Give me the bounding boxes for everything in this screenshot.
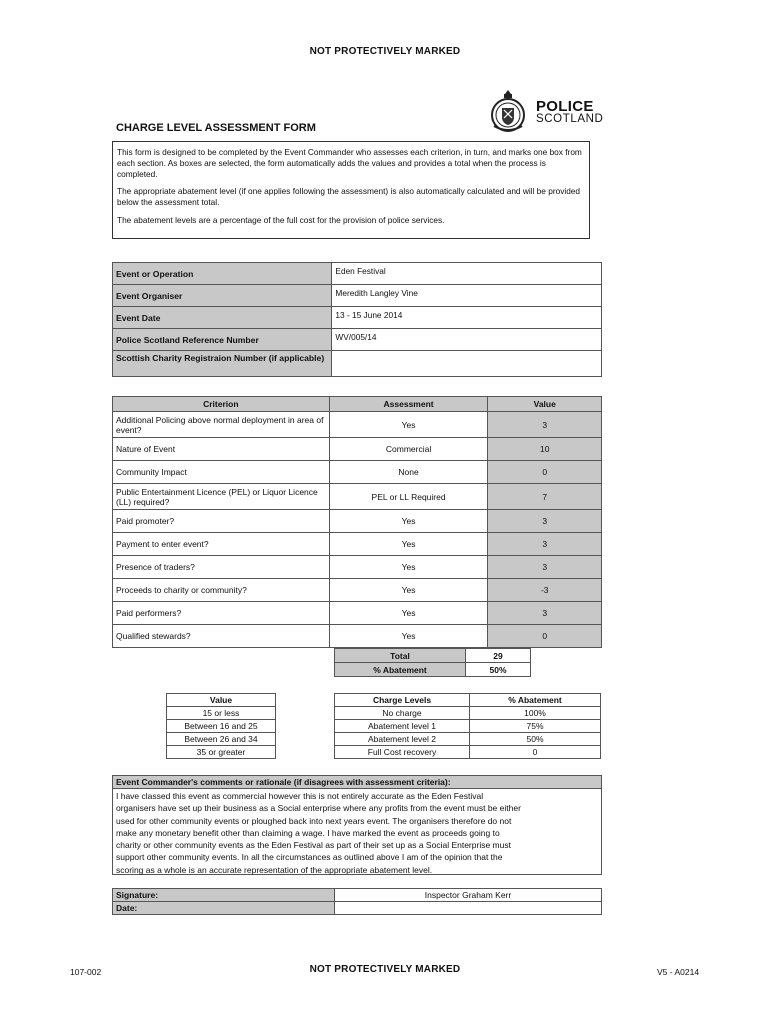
levels-value-cell: Between 16 and 25 — [167, 720, 276, 733]
signature-field[interactable]: Inspector Graham Kerr — [335, 889, 602, 902]
criterion-cell: Public Entertainment Licence (PEL) or Liquor Licence (LL) required? — [113, 484, 330, 510]
value-cell: 0 — [488, 461, 602, 484]
intro-paragraph: The appropriate abatement level (if one applies following the assessment) is also automatically calculated and will be provided below the assessment total. — [117, 186, 581, 208]
assessment-select[interactable]: Yes — [329, 510, 488, 533]
levels-value-header: Value — [167, 694, 276, 707]
value-cell: 0 — [488, 625, 602, 648]
protective-marking-footer: NOT PROTECTIVELY MARKED — [309, 964, 461, 975]
comment-line: support other community events. In all the circumstances as outlined above I am of the opinion that the — [116, 852, 503, 863]
charity-number-field[interactable] — [332, 351, 602, 377]
intro-paragraph: This form is designed to be completed by the Event Commander who assesses each criterion, in turn, and marks one box from each section. As boxes are selected, the form automatically adds the values and provides a total when the process is completed. — [117, 147, 582, 179]
levels-value-table — [166, 693, 276, 759]
comment-line: charity or other community events as the Eden Festival as part of their set up as a Social Enterprise must — [116, 840, 511, 851]
comments-box — [112, 775, 602, 875]
criterion-cell: Proceeds to charity or community? — [113, 579, 330, 602]
value-cell: -3 — [488, 579, 602, 602]
assessment-select[interactable]: PEL or LL Required — [329, 484, 488, 510]
protective-marking-header: NOT PROTECTIVELY MARKED — [309, 46, 461, 57]
criterion-cell: Payment to enter event? — [113, 533, 330, 556]
event-operation-field[interactable]: Eden Festival — [332, 263, 602, 285]
value-cell: 3 — [488, 510, 602, 533]
event-date-label: Event Date — [113, 307, 332, 329]
intro-paragraph: The abatement levels are a percentage of the full cost for the provision of police services. — [117, 214, 445, 225]
value-cell: 10 — [488, 438, 602, 461]
charge-level-cell: Abatement level 1 — [335, 720, 470, 733]
logo-scotland-text: SCOTLAND — [536, 112, 604, 125]
criterion-header: Criterion — [113, 397, 330, 412]
criterion-cell: Paid performers? — [113, 602, 330, 625]
assessment-select[interactable]: None — [329, 461, 488, 484]
police-scotland-crest-icon — [486, 88, 530, 136]
abatement-level-cell: 75% — [470, 720, 601, 733]
value-cell: 3 — [488, 533, 602, 556]
total-value: 29 — [466, 649, 531, 663]
event-info-table — [112, 262, 602, 377]
version-code: V5 - A0214 — [657, 967, 700, 977]
assessment-select[interactable]: Yes — [329, 533, 488, 556]
date-label: Date: — [113, 902, 335, 915]
abatement-level-cell: 50% — [470, 733, 601, 746]
value-header: Value — [488, 397, 602, 412]
assessment-select[interactable]: Yes — [329, 625, 488, 648]
comment-line: I have classed this event as commercial however this is not entirely accurate as the Eden Festival — [116, 791, 484, 801]
reference-number-label: Police Scotland Reference Number — [113, 329, 332, 351]
comment-line: make any monetary benefit other than claiming a wage. I have marked the event as proceeds going to — [116, 827, 500, 838]
criterion-cell: Qualified stewards? — [113, 625, 330, 648]
value-cell: 7 — [488, 484, 602, 510]
form-code: 107-002 — [70, 967, 102, 977]
abatement-levels-header: % Abatement — [470, 694, 601, 707]
police-scotland-logo — [486, 88, 606, 136]
comments-field[interactable] — [113, 789, 601, 877]
value-cell: 3 — [488, 412, 602, 438]
criterion-cell: Additional Policing above normal deployment in area of event? — [113, 412, 330, 438]
date-field[interactable] — [335, 902, 602, 915]
charity-number-label: Scottish Charity Registraion Number (if applicable) — [113, 351, 332, 377]
comment-line: scoring as a whole is an accurate representation of the appropriate abatement level. — [116, 864, 433, 875]
comment-line: used for other community events or ploughed back into next years event. The organisers therefore do not — [116, 815, 512, 826]
charge-level-cell: Full Cost recovery — [335, 746, 470, 759]
assessment-header: Assessment — [329, 397, 488, 412]
event-operation-label: Event or Operation — [113, 263, 332, 285]
abatement-value: 50% — [466, 663, 531, 677]
intro-box — [112, 141, 590, 239]
event-organiser-label: Event Organiser — [113, 285, 332, 307]
criteria-table — [112, 396, 602, 648]
charge-levels-table — [334, 693, 470, 759]
abatement-label: % Abatement — [335, 663, 466, 677]
charge-level-cell: No charge — [335, 707, 470, 720]
charge-level-cell: Abatement level 2 — [335, 733, 470, 746]
criterion-cell: Nature of Event — [113, 438, 330, 461]
total-label: Total — [335, 649, 466, 663]
signature-table — [112, 888, 602, 915]
levels-value-cell: Between 26 and 34 — [167, 733, 276, 746]
abatement-level-cell: 100% — [470, 707, 601, 720]
levels-value-cell: 35 or greater — [167, 746, 276, 759]
abatement-levels-table — [469, 693, 601, 759]
abatement-level-cell: 0 — [470, 746, 601, 759]
signature-label: Signature: — [113, 889, 335, 902]
assessment-select[interactable]: Yes — [329, 412, 488, 438]
comments-heading: Event Commander's comments or rationale (if disagrees with assessment criteria): — [113, 776, 601, 789]
logo-police-text: POLICE — [536, 97, 594, 115]
reference-number-field[interactable]: WV/005/14 — [332, 329, 602, 351]
assessment-select[interactable]: Yes — [329, 579, 488, 602]
criterion-cell: Community Impact — [113, 461, 330, 484]
event-date-field[interactable]: 13 - 15 June 2014 — [332, 307, 602, 329]
charge-levels-header: Charge Levels — [335, 694, 470, 707]
levels-value-cell: 15 or less — [167, 707, 276, 720]
criterion-cell: Presence of traders? — [113, 556, 330, 579]
event-organiser-field[interactable]: Meredith Langley Vine — [332, 285, 602, 307]
value-cell: 3 — [488, 602, 602, 625]
criterion-cell: Paid promoter? — [113, 510, 330, 533]
assessment-select[interactable]: Commercial — [329, 438, 488, 461]
assessment-select[interactable]: Yes — [329, 602, 488, 625]
comment-line: organisers have set up their business as a Social enterprise where any profits from the event must be either — [116, 803, 521, 814]
totals-table — [334, 648, 531, 677]
form-title: CHARGE LEVEL ASSESSMENT FORM — [116, 122, 316, 134]
assessment-select[interactable]: Yes — [329, 556, 488, 579]
value-cell: 3 — [488, 556, 602, 579]
